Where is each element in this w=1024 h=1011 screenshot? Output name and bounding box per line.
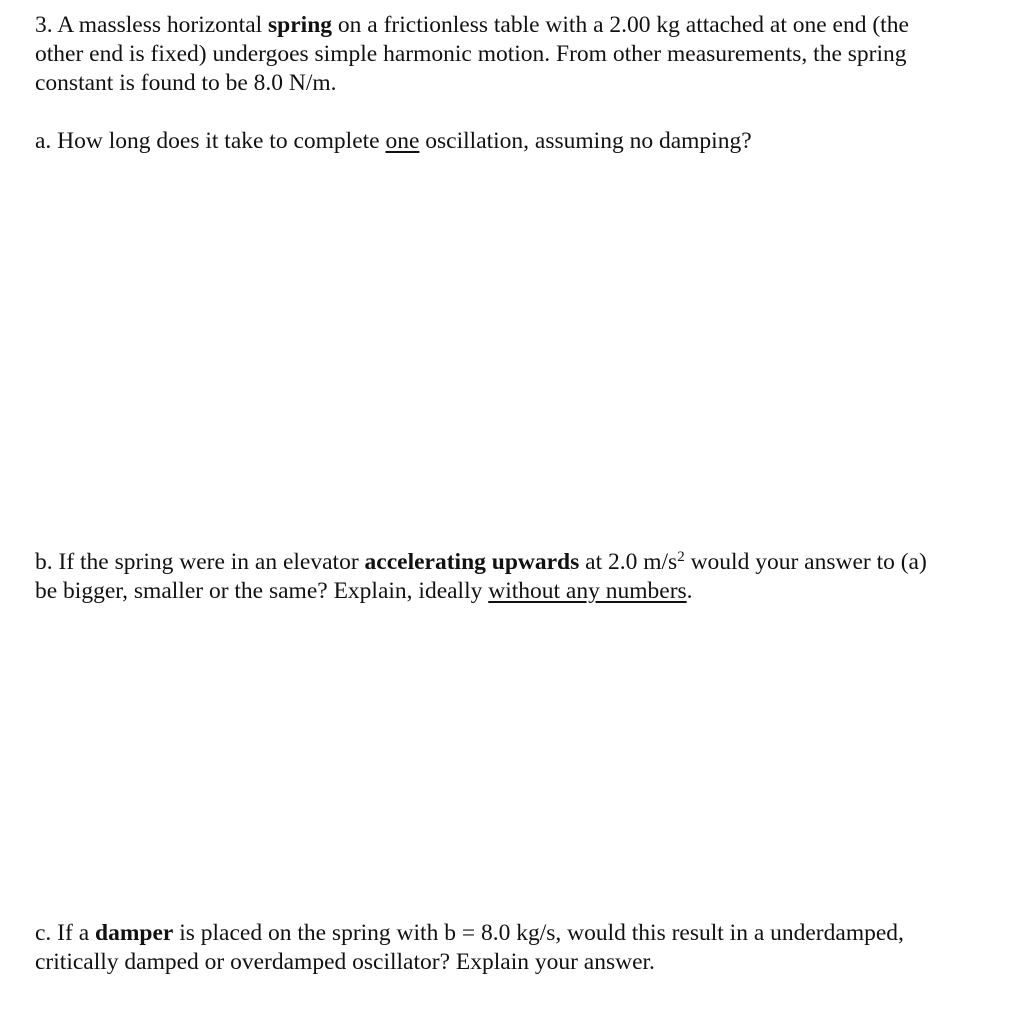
bold-term-spring: spring	[268, 12, 333, 38]
part-c-line-2: critically damped or overdamped oscillator? Explain your answer.	[35, 949, 655, 975]
superscript-exponent: 2	[677, 549, 685, 565]
problem-text: on a frictionless table with a 2.00 kg attached at one end (the	[332, 12, 909, 38]
part-a-text: oscillation, assuming no damping?	[419, 128, 752, 154]
part-b-text: at 2.0 m/s	[579, 549, 678, 575]
part-b-text: be bigger, smaller or the same? Explain, ideally	[35, 578, 489, 604]
part-b-text: .	[686, 578, 693, 604]
problem-line-3: constant is found to be 8.0 N/m.	[35, 70, 337, 96]
bold-term-accelerating-upwards: accelerating upwards	[364, 549, 580, 575]
part-c-text: is placed on the spring with b = 8.0 kg/s, would this result in a underdamped,	[173, 920, 904, 946]
question-part-c	[35, 919, 995, 977]
part-a-text: a. How long does it take to complete	[35, 128, 386, 154]
bold-term-damper: damper	[95, 920, 174, 946]
question-part-b	[35, 548, 995, 606]
question-part-a	[35, 127, 995, 156]
part-b-line-2	[35, 577, 995, 606]
part-b-line-1	[35, 548, 995, 577]
problem-line-2: other end is fixed) undergoes simple harmonic motion. From other measurements, the spring	[35, 41, 907, 67]
part-b-text: would your answer to (a)	[684, 549, 927, 575]
part-c-text: c. If a	[35, 920, 96, 946]
part-a-line	[35, 127, 995, 156]
part-c-line-1	[35, 919, 995, 948]
problem-statement	[35, 11, 995, 98]
problem-line-1	[35, 11, 995, 40]
problem-text: 3. A massless horizontal	[35, 12, 269, 38]
underlined-word-one: one	[385, 128, 420, 154]
underlined-phrase-without-numbers: without any numbers	[488, 578, 687, 604]
part-b-text: b. If the spring were in an elevator	[35, 549, 365, 575]
